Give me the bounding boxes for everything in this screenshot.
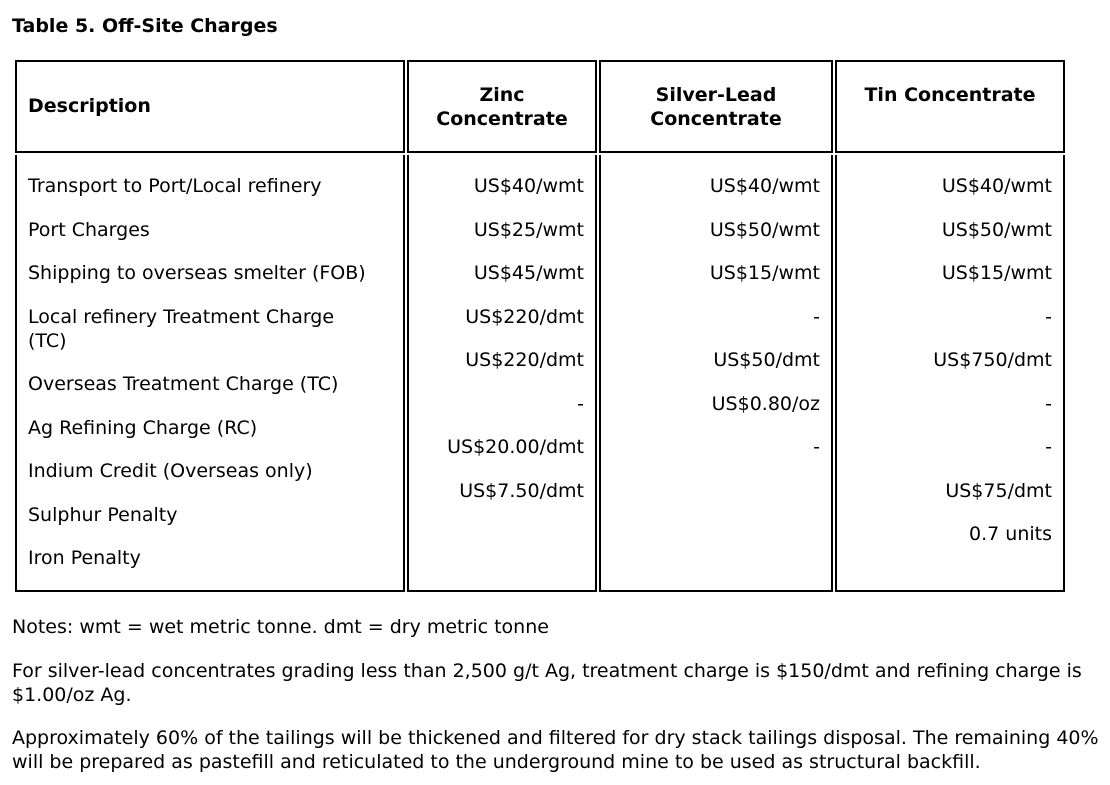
note-abbreviations: Notes: wmt = wet metric tonne. dmt = dry metric tonne xyxy=(12,616,549,638)
tin-value: - xyxy=(1045,393,1052,415)
tin-value: - xyxy=(1045,436,1052,458)
header-cell-description xyxy=(15,60,405,153)
silver-lead-value: US$15/wmt xyxy=(709,262,820,284)
table-title: Table 5. Off-Site Charges xyxy=(12,15,278,37)
header-zinc-line: Zinc xyxy=(479,84,525,106)
silver-lead-value: US$50/dmt xyxy=(713,349,820,371)
header-cell-silver-lead xyxy=(599,60,833,153)
tin-value: - xyxy=(1045,306,1052,328)
body-cell-silver-lead xyxy=(599,155,833,592)
description-item: Iron Penalty xyxy=(28,547,141,569)
header-tin-line: Tin Concentrate xyxy=(864,84,1036,106)
zinc-value: US$220/dmt xyxy=(465,306,584,328)
description-item: Overseas Treatment Charge (TC) xyxy=(28,373,339,395)
header-silver-lead-line: Concentrate xyxy=(650,108,782,130)
zinc-value: US$220/dmt xyxy=(465,349,584,371)
description-item: (TC) xyxy=(28,330,67,352)
tin-value: US$75/dmt xyxy=(945,480,1052,502)
description-item: Transport to Port/Local refinery xyxy=(28,175,322,197)
description-item: Port Charges xyxy=(28,219,150,241)
zinc-value: - xyxy=(577,393,584,415)
silver-lead-value: US$0.80/oz xyxy=(711,393,820,415)
description-item: Shipping to overseas smelter (FOB) xyxy=(28,262,366,284)
description-item: Local refinery Treatment Charge xyxy=(28,306,335,328)
zinc-value: US$40/wmt xyxy=(473,175,584,197)
header-silver-lead-line: Silver-Lead xyxy=(655,84,777,106)
silver-lead-value: US$40/wmt xyxy=(709,175,820,197)
silver-lead-value: - xyxy=(813,306,820,328)
tin-value: US$15/wmt xyxy=(941,262,1052,284)
tin-value: 0.7 units xyxy=(969,523,1052,545)
header-zinc-label xyxy=(409,83,595,131)
note-silver-lead: For silver-lead concentrates grading less than 2,500 g/t Ag, treatment charge is $150/dmt and refining charge is $1.00/oz Ag. xyxy=(12,660,1082,706)
silver-lead-value: - xyxy=(813,436,820,458)
description-item: Indium Credit (Overseas only) xyxy=(28,460,313,482)
zinc-value: US$45/wmt xyxy=(473,262,584,284)
silver-lead-value: US$50/wmt xyxy=(709,219,820,241)
tin-value: US$40/wmt xyxy=(941,175,1052,197)
header-cell-zinc xyxy=(407,60,597,153)
header-silver-lead-label xyxy=(601,83,831,131)
zinc-value: US$25/wmt xyxy=(473,219,584,241)
header-description-label: Description xyxy=(28,95,151,117)
body-cell-zinc xyxy=(407,155,597,592)
tin-value: US$50/wmt xyxy=(941,219,1052,241)
zinc-value: US$20.00/dmt xyxy=(447,436,584,458)
body-cell-tin xyxy=(835,155,1065,592)
description-item: Sulphur Penalty xyxy=(28,504,178,526)
tin-value: US$750/dmt xyxy=(933,349,1052,371)
zinc-value: US$7.50/dmt xyxy=(459,480,584,502)
body-cell-description xyxy=(15,155,405,592)
header-zinc-line: Concentrate xyxy=(436,108,568,130)
header-tin-label xyxy=(837,83,1063,107)
description-item: Ag Refining Charge (RC) xyxy=(28,417,258,439)
header-cell-tin xyxy=(835,60,1065,153)
note-tailings: Approximately 60% of the tailings will be thickened and filtered for dry stack tailings disposal. The remaining 40% will be prepared as pastefill and reticulated to the underground mine to be used as structural backfill. xyxy=(12,727,1099,773)
